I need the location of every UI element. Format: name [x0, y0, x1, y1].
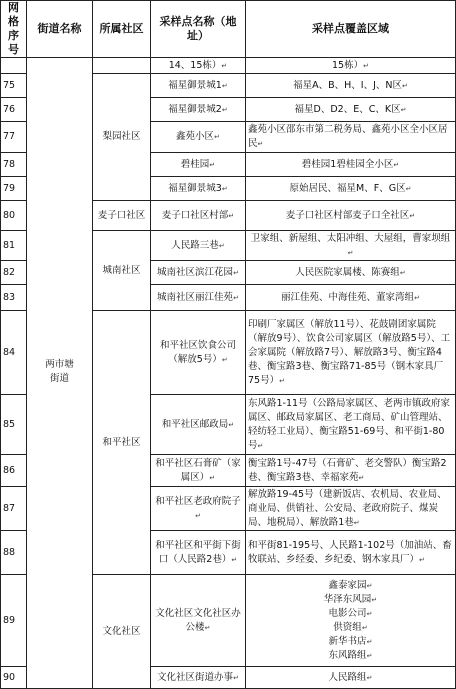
coverage-cell: 衡宝路1号-47号（石膏矿、老交警队）衡宝路2巷、衡宝路3巷、幸福家苑↵ [246, 455, 456, 487]
coverage-cell: 原始居民、福星M、F、G区↵ [246, 177, 456, 201]
site-name-cell: 和平社区老政府院子↵ [151, 487, 246, 531]
grid-no-cell: 88 [1, 531, 27, 575]
site-name-cell: 和平社区和平街下街口（人民路2巷）↵ [151, 531, 246, 575]
coverage-cell: 人民路组↵ [246, 667, 456, 689]
street-name: 两市塘街道 [45, 359, 74, 384]
community-cell [93, 58, 151, 74]
site-name-cell: 城南社区丽江佳苑↵ [151, 285, 246, 311]
header-grid-no: 网格序号 [1, 1, 27, 58]
site-name-cell: 福星御景城3↵ [151, 177, 246, 201]
header-community: 所属社区 [93, 1, 151, 58]
site-name-cell: 鑫苑小区↵ [151, 122, 246, 153]
coverage-cell: 福星A、B、H、I、J、N区↵ [246, 74, 456, 98]
coverage-cell: 印刷厂家属区（解放11号）、花鼓剧团家属院（解放9号）、饮食公司家属区（解放路5号）、工会家属院（解放路7号）、解放路3号、衡宝路4巷、衡宝路3巷、衡宝路71-85号（钢木家具厂75号）↵ [246, 311, 456, 395]
grid-no-cell: 86 [1, 455, 27, 487]
site-name-cell: 福星御景城1↵ [151, 74, 246, 98]
header-site-name: 采样点名称（地址） [151, 1, 246, 58]
table-header-row [1, 1, 456, 58]
street-cell [27, 58, 93, 689]
grid-no-cell: 77 [1, 122, 27, 153]
coverage-line: 电影公司↵ [328, 607, 373, 619]
community-cell: 麦子口社区 [93, 201, 151, 231]
coverage-cell: 福星D、D2、E、C、K区↵ [246, 98, 456, 122]
coverage-cell: 碧桂园1碧桂园全小区↵ [246, 153, 456, 177]
coverage-cell: 丽江佳苑、中海佳苑、董家湾组↵ [246, 285, 456, 311]
grid-no-cell: 82 [1, 261, 27, 285]
site-name-cell: 文化社区街道办事↵ [151, 667, 246, 689]
community-cell: 城南社区 [93, 231, 151, 311]
community-cell: 和平社区 [93, 311, 151, 575]
header-coverage: 采样点覆盖区域 [246, 1, 456, 58]
site-name-cell: 麦子口社区村部↵ [151, 201, 246, 231]
coverage-line: 华泽东风园↵ [323, 593, 378, 605]
grid-no-cell: 89 [1, 575, 27, 667]
coverage-cell: 东风路1-11号（公路局家属区、老两市镇政府家属区、邮政局家属区、老工商局、矿山管理站、轻纺轻工业局）、衡宝路51-69号、和平街1-80号↵ [246, 395, 456, 455]
grid-no-cell: 85 [1, 395, 27, 455]
site-name-cell: 和平社区饮食公司（解放5号）↵ [151, 311, 246, 395]
grid-no-cell [1, 58, 27, 74]
site-name-cell: 和平社区邮政局↵ [151, 395, 246, 455]
grid-no-cell: 75 [1, 74, 27, 98]
coverage-cell [246, 575, 456, 667]
grid-no-cell: 78 [1, 153, 27, 177]
grid-no-cell: 79 [1, 177, 27, 201]
grid-no-cell: 84 [1, 311, 27, 395]
coverage-line: 供资组↵ [333, 621, 368, 633]
site-name-cell: 城南社区滨江花园↵ [151, 261, 246, 285]
coverage-cell: 鑫苑小区邵东市第二税务局、鑫苑小区全小区居民↵ [246, 122, 456, 153]
header-street: 街道名称 [27, 1, 93, 58]
site-name-cell: 福星御景城2↵ [151, 98, 246, 122]
coverage-line: 新华书店↵ [328, 635, 373, 647]
community-cell: 梨园社区 [93, 74, 151, 201]
community-cell: 文化社区 [93, 575, 151, 689]
grid-no-cell: 83 [1, 285, 27, 311]
site-name-cell: 文化社区文化社区办公楼↵ [151, 575, 246, 667]
grid-no-cell: 81 [1, 231, 27, 261]
coverage-cell: 和平街81-195号、人民路1-102号（加油站、畜牧联站、乡经委、乡纪委、钢木家具厂）↵ [246, 531, 456, 575]
grid-no-cell: 87 [1, 487, 27, 531]
site-name-cell: 14、15栋）↵ [151, 58, 246, 74]
site-name-cell: 人民路三巷↵ [151, 231, 246, 261]
table-row [1, 58, 456, 74]
coverage-cell: 解放路19-45号（建新饭店、农机局、农业局、商业局、供销社、公安局、老政府院子、煤炭局、地税局）、解放路1巷↵ [246, 487, 456, 531]
site-name-cell: 和平社区石膏矿（家属区）↵ [151, 455, 246, 487]
coverage-line: 鑫泰家园↵ [328, 579, 373, 591]
grid-no-cell: 90 [1, 667, 27, 689]
grid-no-cell: 80 [1, 201, 27, 231]
coverage-cell: 麦子口社区村部麦子口全社区↵ [246, 201, 456, 231]
coverage-cell: 15栋）↵ [246, 58, 456, 74]
grid-no-cell: 76 [1, 98, 27, 122]
coverage-cell: 卫家组、新屋组、太阳冲组、大屋组，曹家坝组↵ [246, 231, 456, 261]
coverage-line: 东风路组↵ [328, 649, 373, 661]
site-name-cell: 碧桂园↵ [151, 153, 246, 177]
coverage-cell: 人民医院家属楼、陈赛组↵ [246, 261, 456, 285]
